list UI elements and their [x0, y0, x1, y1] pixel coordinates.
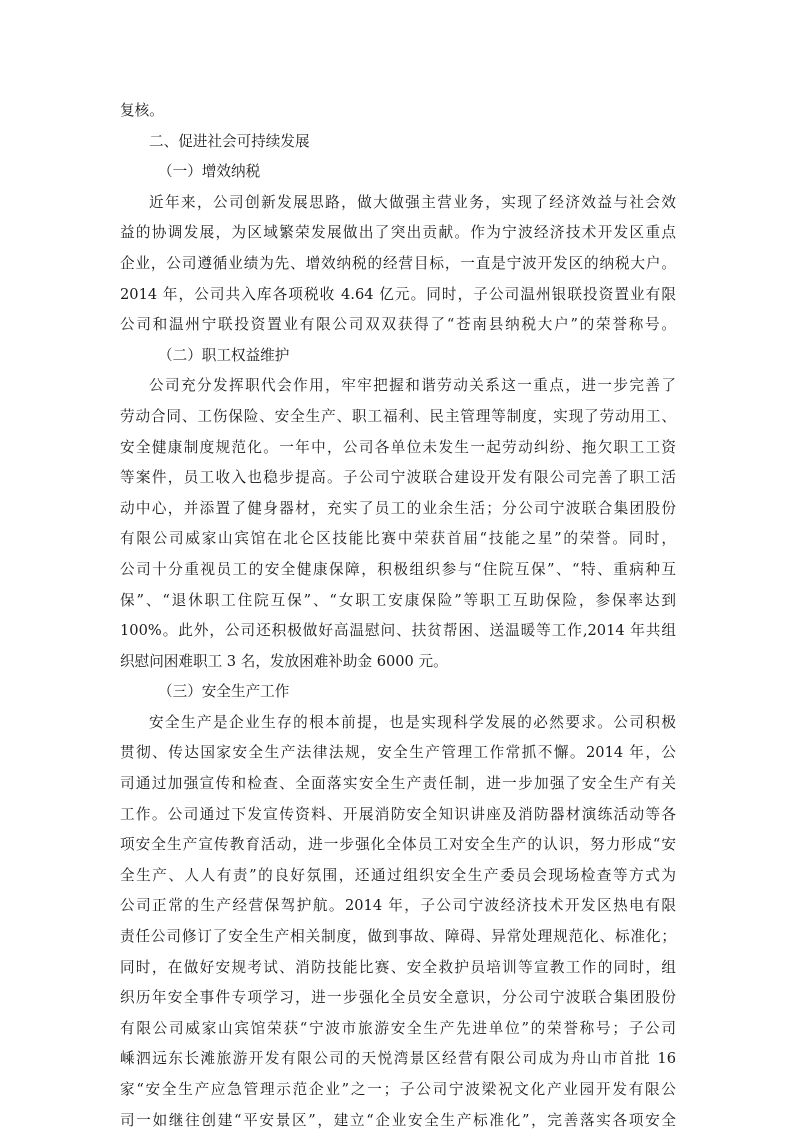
paragraph-line: 全生产、人人有责”的良好氛围，还通过组织安全生产委员会现场检查等方式为 [120, 866, 676, 884]
subsection-heading: （三）安全生产工作 [158, 683, 290, 701]
paragraph-line: 公司十分重视员工的安全健康保障，积极组织参与“住院互保”、“特、重病种互 [120, 560, 676, 578]
paragraph-line: 劳动合同、工伤保险、安全生产、职工福利、民主管理等制度，实现了劳动用工、 [120, 407, 676, 425]
paragraph-line: 家“安全生产应急管理示范企业”之一；子公司宁波梁祝文化产业园开发有限公 [120, 1081, 676, 1098]
paragraph-line: 安全健康制度规范化。一年中，公司各单位未发生一起劳动纠纷、拖欠职工工资 [120, 438, 676, 456]
paragraph-line: 企业，公司遵循业绩为先、增效纳税的经营目标，一直是宁波开发区的纳税大户。 [120, 254, 676, 272]
paragraph-line: 项安全生产宣传教育活动，进一步强化全体员工对安全生产的认识，努力形成“安 [120, 836, 676, 854]
paragraph-line: 保”、“退休职工住院互保”、“女职工安康保险”等职工互助保险，参保率达到 [120, 591, 676, 609]
section-heading: 二、促进社会可持续发展 [149, 132, 310, 150]
paragraph-line: 织历年安全事件专项学习，进一步强化全员安全意识，分公司宁波联合集团股份 [120, 989, 676, 1007]
paragraph-line: 工作。公司通过下发宣传资料、开展消防安全知识讲座及消防器材演练活动等各 [120, 805, 676, 823]
paragraph-line: 等案件，员工收入也稳步提高。子公司宁波联合建设开发有限公司完善了职工活 [120, 469, 676, 487]
subsection-heading: （二）职工权益维护 [158, 346, 290, 364]
paragraph-line: 贯彻、传达国家安全生产法律法规，安全生产管理工作常抓不懈。2014 年，公 [120, 744, 676, 762]
paragraph-first-line: 公司充分发挥职代会作用，牢牢把握和谐劳动关系这一重点，进一步完善了 [149, 377, 676, 395]
paragraph-line: 公司和温州宁联投资置业有限公司双双获得了“苍南县纳税大户”的荣誉称号。 [120, 316, 676, 334]
document-body [120, 96, 676, 1136]
paragraph-first-line: 近年来，公司创新发展思路，做大做强主营业务，实现了经济效益与社会效 [149, 193, 676, 211]
paragraph-line: 公司正常的生产经营保驾护航。2014 年，子公司宁波经济技术开发区热电有限 [120, 897, 676, 915]
paragraph-line: 责任公司修订了安全生产相关制度，做到事故、障碍、异常处理规范化、标准化； [120, 928, 676, 946]
paragraph-first-line: 安全生产是企业生存的根本前提，也是实现科学发展的必然要求。公司积极 [149, 713, 676, 731]
paragraph-line: 有限公司威家山宾馆在北仑区技能比赛中荣获首届“技能之星”的荣誉。同时， [120, 530, 676, 548]
paragraph-line: 有限公司威家山宾馆荣获“宁波市旅游安全生产先进单位”的荣誉称号；子公司 [120, 1019, 676, 1037]
paragraph-line: 益的协调发展，为区域繁荣发展做出了突出贡献。作为宁波经济技术开发区重点 [120, 224, 676, 242]
paragraph-line: 同时，在做好安规考试、消防技能比赛、安全救护员培训等宣教工作的同时，组 [120, 958, 676, 976]
paragraph-last-line: 复核。 [120, 102, 164, 119]
paragraph-line: 2014 年，公司共入库各项税收 4.64 亿元。同时，子公司温州银联投资置业有限 [120, 285, 676, 303]
paragraph-line: 100%。此外，公司还积极做好高温慰问、扶贫帮困、送温暖等工作,2014 年共组 [120, 622, 676, 640]
paragraph-line: 嵊泗远东长滩旅游开发有限公司的天悦湾景区经营有限公司成为舟山市首批 16 [120, 1050, 676, 1068]
paragraph-line: 司通过加强宣传和检查、全面落实安全生产责任制，进一步加强了安全生产有关 [120, 775, 676, 793]
paragraph-last-line: 织慰问困难职工 3 名，发放困难补助金 6000 元。 [120, 652, 448, 670]
paragraph-line: 司一如继往创建“平安景区”，建立“企业安全生产标准化”，完善落实各项安全 [120, 1111, 676, 1129]
paragraph-line: 动中心，并添置了健身器材，充实了员工的业余生活；分公司宁波联合集团股份 [120, 499, 676, 517]
subsection-heading: （一）增效纳税 [158, 163, 261, 181]
